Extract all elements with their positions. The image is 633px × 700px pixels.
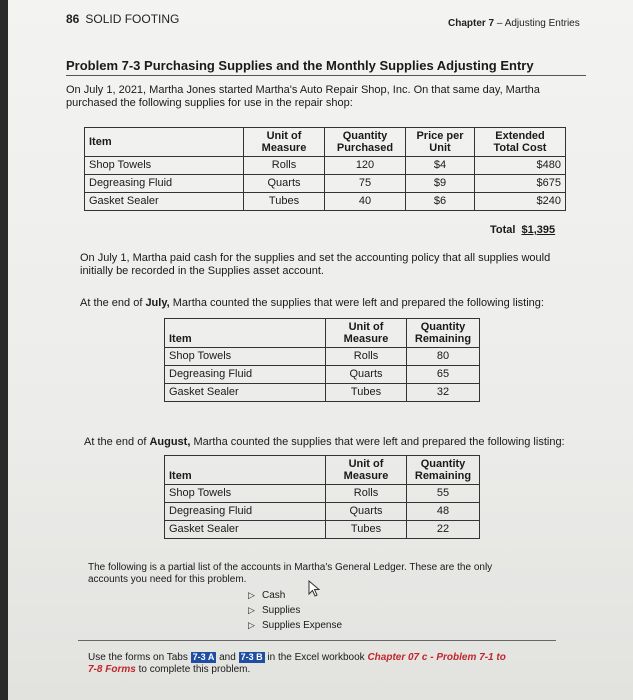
footer-line-1: Use the forms on Tabs 7-3 A and 7-3 B in the Excel workbook Chapter 07 c - Problem 7-1 to: [88, 652, 506, 663]
textbook-page: [8, 0, 633, 700]
book-section-title: SOLID FOOTING: [85, 12, 180, 26]
july-table-header: [165, 319, 480, 348]
policy-line-2: initially be recorded in the Supplies asset account.: [80, 265, 324, 277]
workbook-name-cont: 7-8 Forms: [88, 664, 136, 675]
table-row: Shop Towels Rolls 120 $4 $480: [85, 157, 566, 175]
tab-7-3b-badge: 7-3 B: [240, 652, 263, 662]
july-month: July,: [145, 297, 170, 309]
instructions-footer: [88, 652, 506, 676]
table-row: Gasket Sealer Tubes 22: [165, 521, 480, 539]
title-underline: [66, 75, 586, 76]
ledger-paragraph: [88, 562, 492, 586]
table-row: Degreasing Fluid Quarts 65: [165, 366, 480, 384]
august-intro: At the end of August, Martha counted the supplies that were left and prepared the following listing:: [84, 436, 565, 448]
chapter-title: – Adjusting Entries: [494, 18, 580, 29]
footer-line-2: 7-8 Forms to complete this problem.: [88, 664, 251, 675]
col-unit: Unit of Measure: [244, 128, 325, 157]
col-unit: Unit of Measure: [326, 456, 407, 485]
col-item: Item: [165, 456, 326, 485]
col-remaining: Quantity Remaining: [407, 319, 480, 348]
july-intro: At the end of July, Martha counted the supplies that were left and prepared the following listing:: [80, 297, 544, 309]
table-row: Degreasing Fluid Quarts 48: [165, 503, 480, 521]
intro-line-1: On July 1, 2021, Martha Jones started Martha's Auto Repair Shop, Inc. On that same day, Martha: [66, 84, 540, 96]
ledger-line-2: accounts you need for this problem.: [88, 574, 247, 585]
table-row: Gasket Sealer Tubes 40 $6 $240: [85, 193, 566, 211]
problem-title: Problem 7-3 Purchasing Supplies and the Monthly Supplies Adjusting Entry: [66, 58, 534, 73]
chapter-number: Chapter 7: [448, 18, 495, 29]
col-price: Price per Unit: [406, 128, 475, 157]
account-cash: Cash: [262, 590, 286, 601]
list-item: [248, 588, 342, 603]
account-supplies-expense: Supplies Expense: [262, 620, 343, 631]
table-row: Gasket Sealer Tubes 32: [165, 384, 480, 402]
list-item: [248, 618, 342, 633]
july-table: [164, 318, 480, 402]
august-table: [164, 455, 480, 539]
tab-7-3a-badge: 7-3 A: [192, 652, 215, 662]
col-quantity: Quantity Purchased: [325, 128, 406, 157]
list-item: [248, 603, 342, 618]
intro-line-2: purchased the following supplies for use in the repair shop:: [66, 97, 353, 109]
account-list: [248, 588, 342, 633]
ledger-line-1: The following is a partial list of the accounts in Martha's General Ledger. These are the only: [88, 562, 493, 573]
table-row: Shop Towels Rolls 80: [165, 348, 480, 366]
purchase-table-header: [85, 128, 566, 157]
table-row: Degreasing Fluid Quarts 75 $9 $675: [85, 175, 566, 193]
august-month: August,: [149, 436, 191, 448]
purchase-table: [84, 127, 566, 211]
col-extended: Extended Total Cost: [475, 128, 566, 157]
workbook-name: Chapter 07 c - Problem 7-1 to: [367, 652, 506, 663]
purchase-total: [490, 224, 555, 236]
triangle-bullet-icon: ▷: [248, 620, 255, 630]
col-unit: Unit of Measure: [326, 319, 407, 348]
triangle-bullet-icon: ▷: [248, 590, 255, 600]
col-remaining: Quantity Remaining: [407, 456, 480, 485]
col-item: Item: [85, 128, 244, 157]
chapter-header: [448, 18, 580, 29]
page-header-left: [66, 12, 179, 26]
total-value: $1,395: [521, 224, 556, 236]
footer-divider: [78, 640, 556, 641]
page-number: 86: [66, 12, 80, 26]
total-label: Total: [490, 224, 516, 236]
col-item: Item: [165, 319, 326, 348]
intro-paragraph: [66, 84, 540, 110]
triangle-bullet-icon: ▷: [248, 605, 255, 615]
policy-line-1: On July 1, Martha paid cash for the supplies and set the accounting policy that all supplies would: [80, 252, 551, 264]
mouse-pointer-icon: [308, 580, 324, 598]
august-table-header: [165, 456, 480, 485]
account-supplies: Supplies: [262, 605, 301, 616]
table-row: Shop Towels Rolls 55: [165, 485, 480, 503]
policy-paragraph: [80, 252, 550, 278]
